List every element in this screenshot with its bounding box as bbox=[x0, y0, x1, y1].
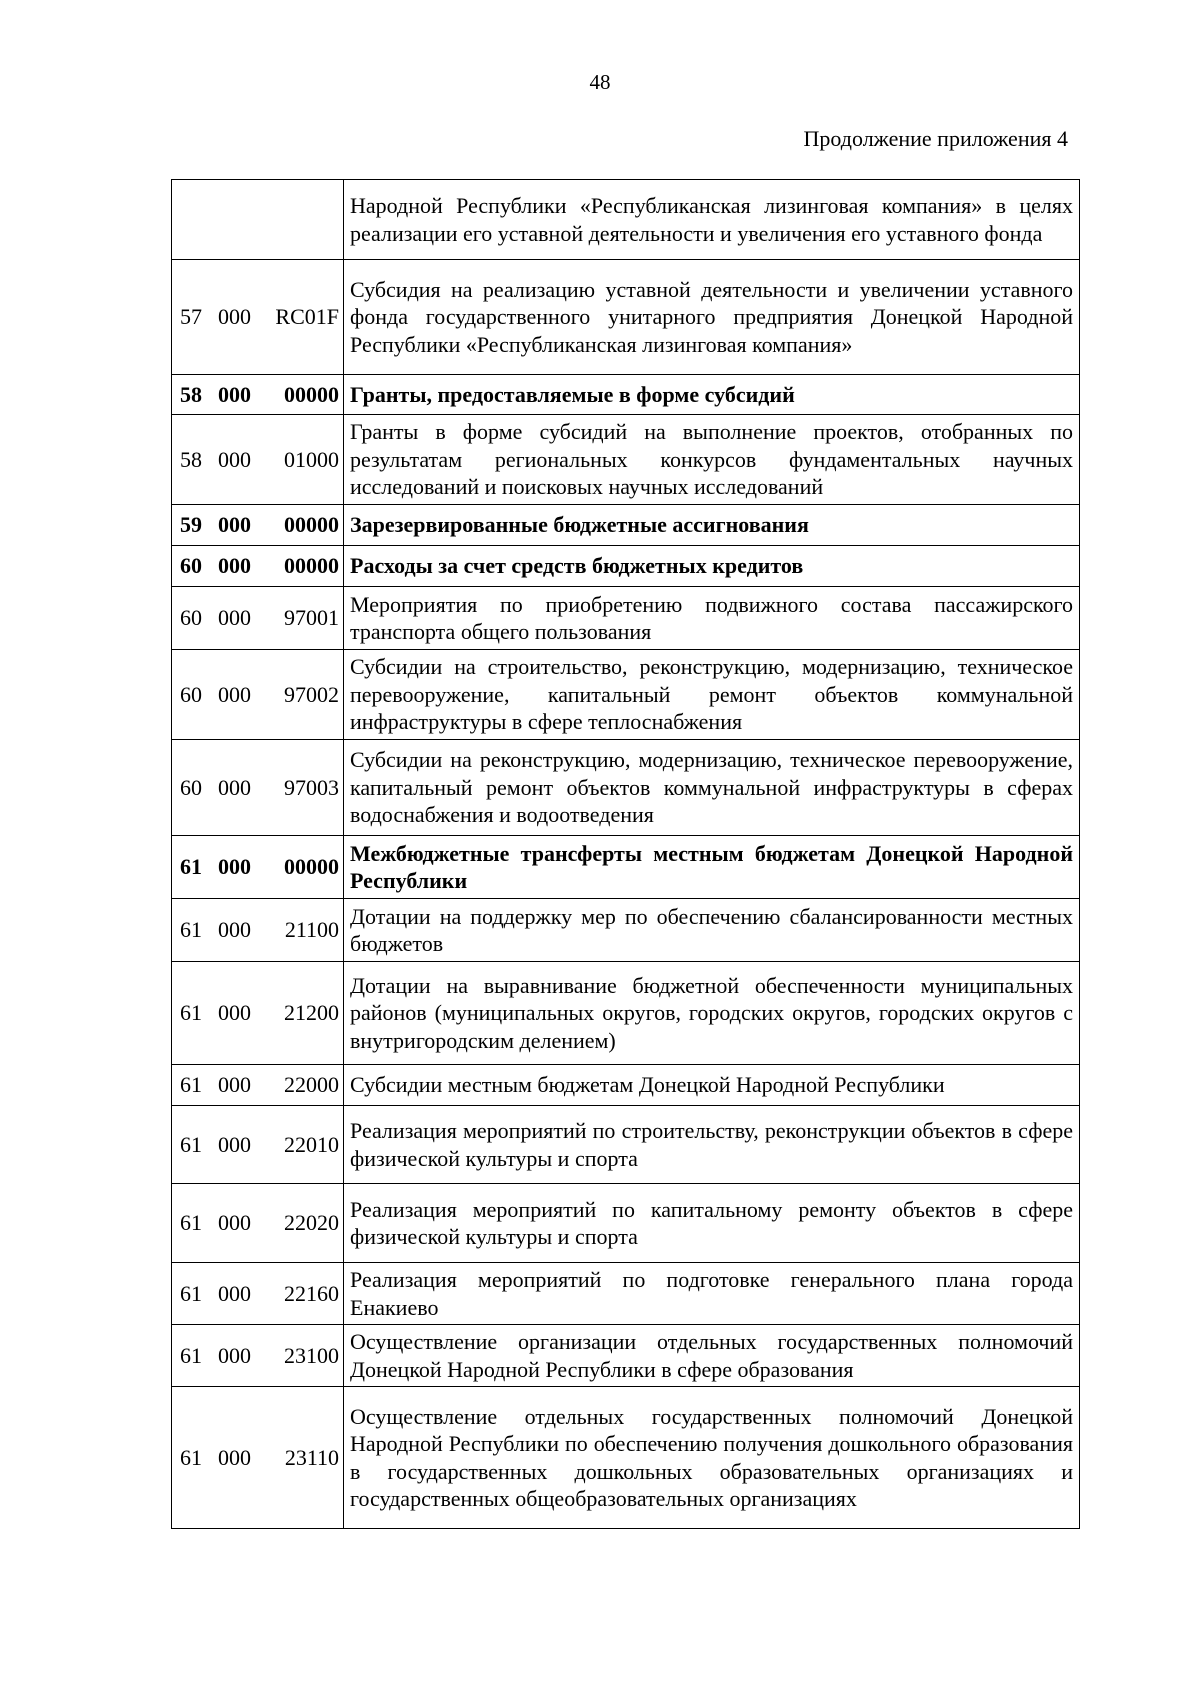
table-row bbox=[172, 260, 1080, 375]
code-cell bbox=[172, 1184, 344, 1263]
code-direction: 21200 bbox=[284, 1000, 339, 1026]
code-program: 61 bbox=[180, 1072, 202, 1098]
code-direction: 97002 bbox=[284, 681, 339, 707]
code-program: 59 bbox=[180, 512, 202, 538]
code-direction: 22000 bbox=[284, 1072, 339, 1098]
code-direction: 97001 bbox=[284, 605, 339, 631]
code-cell bbox=[172, 1263, 344, 1325]
table-row bbox=[172, 415, 1080, 505]
table-row bbox=[172, 1184, 1080, 1263]
table-row bbox=[172, 836, 1080, 899]
table-row bbox=[172, 740, 1080, 836]
table-row bbox=[172, 1387, 1080, 1529]
code-cell bbox=[172, 1325, 344, 1387]
description-cell: Субсидии на строительство, реконструкцию, модернизацию, техническое перевооружение, капитальный ремонт объектов коммунальной инфраструктуры в сфере теплоснабжения bbox=[344, 650, 1080, 740]
code-direction: 22020 bbox=[284, 1210, 339, 1236]
code-cell bbox=[172, 740, 344, 836]
code-cell bbox=[172, 180, 344, 260]
code-direction: 00000 bbox=[284, 512, 339, 538]
code-cell bbox=[172, 1065, 344, 1106]
description-cell: Реализация мероприятий по строительству, реконструкции объектов в сфере физической культуры и спорта bbox=[344, 1106, 1080, 1184]
code-program: 61 bbox=[180, 1000, 202, 1026]
code-program: 60 bbox=[180, 605, 202, 631]
table-row bbox=[172, 1065, 1080, 1106]
table-row bbox=[172, 587, 1080, 650]
code-direction: 00000 bbox=[284, 381, 339, 407]
description-cell: Расходы за счет средств бюджетных кредитов bbox=[344, 546, 1080, 587]
description-cell: Субсидии на реконструкцию, модернизацию, техническое перевооружение, капитальный ремонт объектов коммунальной инфраструктуры в сферах водоснабжения и водоотведения bbox=[344, 740, 1080, 836]
description-cell: Зарезервированные бюджетные ассигнования bbox=[344, 505, 1080, 546]
table-row bbox=[172, 375, 1080, 415]
code-subprogram: 000 bbox=[218, 681, 251, 707]
code-subprogram: 000 bbox=[218, 917, 251, 943]
table-row bbox=[172, 180, 1080, 260]
code-subprogram: 000 bbox=[218, 304, 251, 330]
code-direction: 97003 bbox=[284, 774, 339, 800]
code-direction: 21100 bbox=[284, 917, 339, 943]
code-subprogram: 000 bbox=[218, 553, 251, 579]
code-direction: 22010 bbox=[284, 1131, 339, 1157]
code-program: 61 bbox=[180, 1280, 202, 1306]
code-cell bbox=[172, 587, 344, 650]
budget-codes-table bbox=[171, 179, 1080, 1529]
description-cell: Осуществление организации отдельных государственных полномочий Донецкой Народной Республики в сфере образования bbox=[344, 1325, 1080, 1387]
code-cell bbox=[172, 1106, 344, 1184]
description-cell: Мероприятия по приобретению подвижного состава пассажирского транспорта общего пользования bbox=[344, 587, 1080, 650]
code-subprogram: 000 bbox=[218, 1000, 251, 1026]
code-subprogram: 000 bbox=[218, 381, 251, 407]
description-cell: Дотации на поддержку мер по обеспечению сбалансированности местных бюджетов bbox=[344, 899, 1080, 962]
table-row bbox=[172, 650, 1080, 740]
code-program: 61 bbox=[180, 1210, 202, 1236]
code-cell bbox=[172, 415, 344, 505]
code-cell bbox=[172, 899, 344, 962]
table-row bbox=[172, 962, 1080, 1065]
code-subprogram: 000 bbox=[218, 1280, 251, 1306]
code-program: 61 bbox=[180, 917, 202, 943]
code-program: 58 bbox=[180, 446, 202, 472]
code-program: 60 bbox=[180, 553, 202, 579]
code-subprogram: 000 bbox=[218, 774, 251, 800]
code-subprogram: 000 bbox=[218, 1342, 251, 1368]
code-cell bbox=[172, 375, 344, 415]
code-direction: 00000 bbox=[284, 854, 339, 880]
table-row bbox=[172, 1325, 1080, 1387]
code-cell bbox=[172, 505, 344, 546]
code-cell bbox=[172, 546, 344, 587]
description-cell: Межбюджетные трансферты местным бюджетам Донецкой Народной Республики bbox=[344, 836, 1080, 899]
description-cell: Народной Республики «Республиканская лизинговая компания» в целях реализации его уставной деятельности и увеличения его уставного фонда bbox=[344, 180, 1080, 260]
table-row bbox=[172, 899, 1080, 962]
code-program: 60 bbox=[180, 681, 202, 707]
description-cell: Дотации на выравнивание бюджетной обеспеченности муниципальных районов (муниципальных округов, городских округов, городских округов с внутригородским делением) bbox=[344, 962, 1080, 1065]
code-subprogram: 000 bbox=[218, 1210, 251, 1236]
code-direction: 23110 bbox=[284, 1444, 339, 1470]
description-cell: Реализация мероприятий по подготовке генерального плана города Енакиево bbox=[344, 1263, 1080, 1325]
code-direction: 01000 bbox=[284, 446, 339, 472]
code-subprogram: 000 bbox=[218, 605, 251, 631]
code-cell bbox=[172, 650, 344, 740]
description-cell: Реализация мероприятий по капитальному ремонту объектов в сфере физической культуры и спорта bbox=[344, 1184, 1080, 1263]
code-subprogram: 000 bbox=[218, 446, 251, 472]
code-cell bbox=[172, 962, 344, 1065]
table-row bbox=[172, 1263, 1080, 1325]
description-cell: Субсидия на реализацию уставной деятельности и увеличении уставного фонда государственного унитарного предприятия Донецкой Народной Республики «Республиканская лизинговая компания» bbox=[344, 260, 1080, 375]
code-subprogram: 000 bbox=[218, 854, 251, 880]
appendix-continuation-label: Продолжение приложения 4 bbox=[803, 126, 1068, 151]
code-subprogram: 000 bbox=[218, 1072, 251, 1098]
code-program: 61 bbox=[180, 1131, 202, 1157]
code-program: 61 bbox=[180, 854, 202, 880]
table-row bbox=[172, 1106, 1080, 1184]
code-program: 58 bbox=[180, 381, 202, 407]
code-direction: 00000 bbox=[284, 553, 339, 579]
page-number: 48 bbox=[589, 70, 611, 94]
description-cell: Субсидии местным бюджетам Донецкой Народной Республики bbox=[344, 1065, 1080, 1106]
code-program: 61 bbox=[180, 1342, 202, 1368]
code-program: 60 bbox=[180, 774, 202, 800]
code-direction: 22160 bbox=[284, 1280, 339, 1306]
description-cell: Гранты в форме субсидий на выполнение проектов, отобранных по результатам региональных конкурсов фундаментальных научных исследований и поисковых научных исследований bbox=[344, 415, 1080, 505]
table-row bbox=[172, 546, 1080, 587]
code-program: 61 bbox=[180, 1444, 202, 1470]
table-row bbox=[172, 505, 1080, 546]
description-cell: Осуществление отдельных государственных полномочий Донецкой Народной Республики по обеспечению получения дошкольного образования в государственных дошкольных образовательных организациях и государственных общеобразовательных организациях bbox=[344, 1387, 1080, 1529]
code-direction: 23100 bbox=[284, 1342, 339, 1368]
code-subprogram: 000 bbox=[218, 1444, 251, 1470]
code-cell bbox=[172, 836, 344, 899]
code-subprogram: 000 bbox=[218, 1131, 251, 1157]
description-cell: Гранты, предоставляемые в форме субсидий bbox=[344, 375, 1080, 415]
code-cell bbox=[172, 1387, 344, 1529]
code-program: 57 bbox=[180, 304, 202, 330]
code-direction: RC01F bbox=[275, 304, 339, 330]
code-cell bbox=[172, 260, 344, 375]
code-subprogram: 000 bbox=[218, 512, 251, 538]
